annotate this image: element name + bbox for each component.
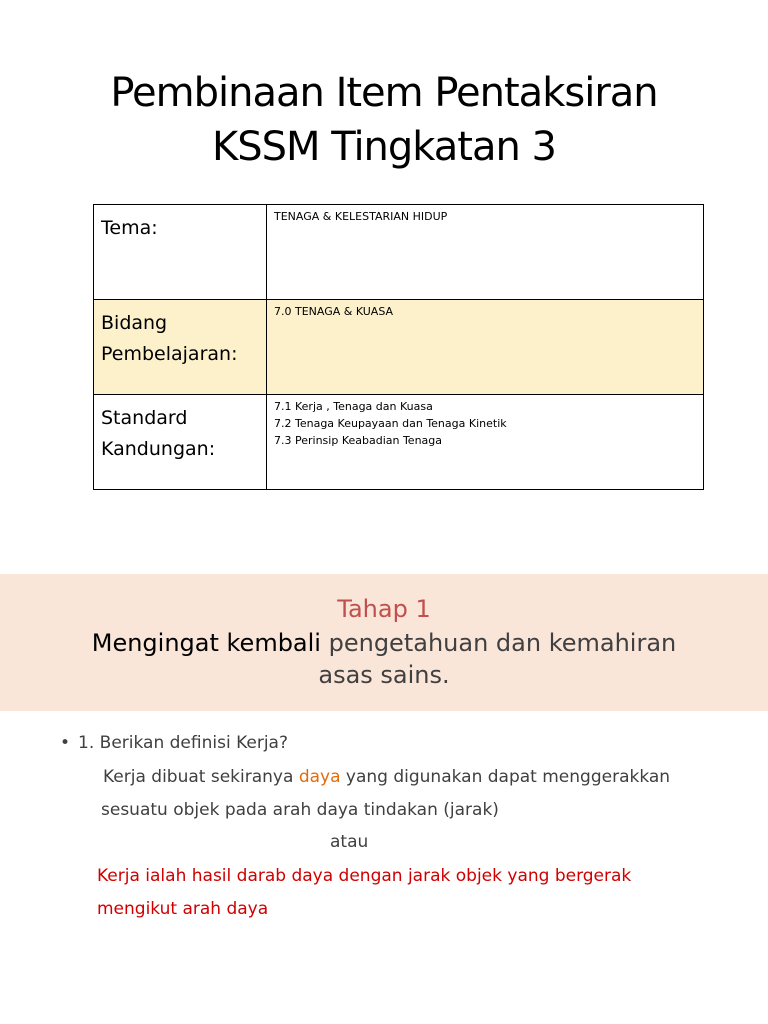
answer-part-2: yang digunakan dapat menggerakkan bbox=[340, 767, 671, 787]
title-line-1: Pembinaan Item Pentaksiran bbox=[110, 70, 658, 116]
info-table bbox=[93, 204, 704, 490]
table-row-standard bbox=[94, 395, 704, 490]
tahap-title: Tahap 1 bbox=[337, 595, 431, 623]
table-row-bidang bbox=[94, 300, 704, 395]
alt-answer-line-2: mengikut arah daya bbox=[97, 899, 269, 919]
answer-line-2: sesuatu objek pada arah daya tindakan (jarak) bbox=[101, 800, 499, 820]
bidang-label bbox=[94, 300, 267, 395]
answer-line-1 bbox=[103, 764, 670, 790]
standard-value bbox=[267, 395, 704, 490]
tahap-description bbox=[0, 627, 768, 691]
tahap-description-line-2: asas sains. bbox=[318, 661, 450, 689]
tema-label: Tema: bbox=[94, 205, 267, 300]
standard-label-line-2: Kandungan: bbox=[101, 438, 216, 460]
table-row-tema bbox=[94, 205, 704, 300]
answer-highlight: daya bbox=[298, 767, 341, 787]
tahap-description-line-1 bbox=[0, 627, 768, 659]
alt-answer-line-1: Kerja ialah hasil darab daya dengan jarak objek yang bergerak bbox=[97, 866, 632, 886]
bidang-value-line: 7.0 TENAGA & KUASA bbox=[274, 305, 394, 318]
bidang-label-line-2: Pembelajaran: bbox=[101, 343, 238, 365]
answer-part-1: Kerja dibuat sekiranya bbox=[103, 767, 299, 787]
standard-label-line-1: Standard bbox=[101, 407, 188, 429]
standard-label bbox=[94, 395, 267, 490]
standard-value-line-2: 7.2 Tenaga Keupayaan dan Tenaga Kinetik bbox=[274, 417, 507, 430]
page-title bbox=[0, 66, 768, 174]
title-line-2: KSSM Tingkatan 3 bbox=[212, 124, 556, 170]
tahap-strong-text: Mengingat kembali bbox=[91, 629, 321, 657]
separator-atau: atau bbox=[330, 832, 369, 852]
tema-value bbox=[267, 205, 704, 300]
bidang-label-line-1: Bidang bbox=[101, 312, 168, 334]
tema-value-line: TENAGA & KELESTARIAN HIDUP bbox=[274, 210, 448, 223]
standard-value-line-3: 7.3 Perinsip Keabadian Tenaga bbox=[274, 434, 443, 447]
standard-value-line-1: 7.1 Kerja , Tenaga dan Kuasa bbox=[274, 400, 433, 413]
question-item bbox=[60, 730, 288, 756]
tahap-banner bbox=[0, 574, 768, 711]
bullet-point: • bbox=[60, 733, 71, 753]
tahap-rest-text: pengetahuan dan kemahiran bbox=[320, 629, 677, 657]
bidang-value bbox=[267, 300, 704, 395]
question-text: 1. Berikan definisi Kerja? bbox=[78, 733, 288, 753]
